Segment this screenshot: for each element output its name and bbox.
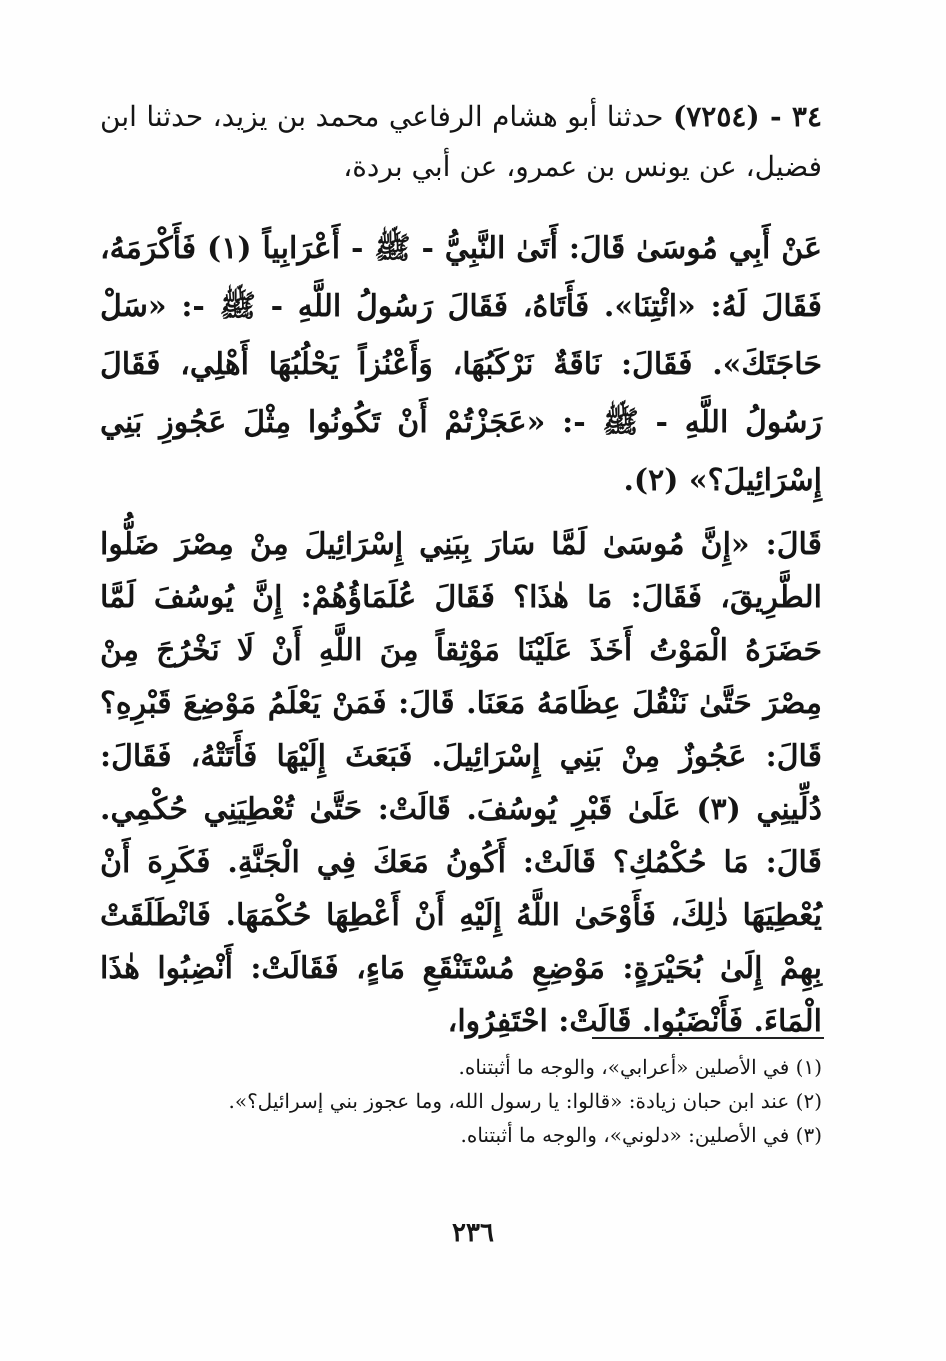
hadith-number: ٣٤ - (٧٢٥٤) (672, 100, 822, 133)
footnote-1: (١) في الأصلين «أعرابي»، والوجه ما أثبتناه. (458, 1055, 822, 1079)
footnote-2: (٢) عند ابن حبان زيادة: «قالوا: يا رسول الله، وما عجوز بني إسرائيل؟». (228, 1089, 822, 1113)
footnote-3: (٣) في الأصلين: «دلوني»، والوجه ما أثبتناه. (460, 1123, 822, 1147)
isnad-text: حدثنا أبو هشام الرفاعي محمد بن يزيد، حدثنا ابن فضيل، عن يونس بن عمرو، عن أبي بردة، (100, 100, 822, 183)
hadith-paragraph-1: عَنْ أَبِي مُوسَىٰ قَالَ: أَتَىٰ النَّبِيُّ - ﷺ - أَعْرَابِياً (١) فَأَكْرَمَهُ، فَقَالَ لَهُ: «ائْتِنَا». فَأَتَاهُ، فَقَالَ رَسُولُ اللَّهِ - ﷺ -: «سَلْ حَاجَتَكَ». فَقَالَ: نَاقَةٌ نَرْكَبُهَا، وَأَعْنُزاً يَحْلُبُهَا أَهْلِي، فَقَالَ رَسُولُ اللَّهِ - ﷺ -: «عَجَزْتُمْ أَنْ تَكُونُوا مِثْلَ عَجُوزِ بَنِي إِسْرَائِيلَ؟» (٢). (100, 231, 822, 498)
isnad-paragraph (100, 92, 822, 192)
page-number: ٢٣٦ (452, 1218, 494, 1248)
footnotes (100, 1050, 822, 1152)
footnote-divider (592, 1037, 824, 1039)
hadith-paragraph-2: قَالَ: «إِنَّ مُوسَىٰ لَمَّا سَارَ بِبَنِي إِسْرَائِيلَ مِنْ مِصْرَ ضَلُّوا الطَّرِيقَ، فَقَالَ: مَا هٰذَا؟ فَقَالَ عُلَمَاؤُهُمْ: إِنَّ يُوسُفَ لَمَّا حَضَرَهُ الْمَوْتُ أَخَذَ عَلَيْنَا مَوْثِقاً مِنَ اللَّهِ أَنْ لَا نَخْرُجَ مِنْ مِصْرَ حَتَّىٰ نَنْقُلَ عِظَامَهُ مَعَنَا. قَالَ: فَمَنْ يَعْلَمُ مَوْضِعَ قَبْرِهِ؟ قَالَ: عَجُوزٌ مِنْ بَنِي إِسْرَائِيلَ. فَبَعَثَ إِلَيْهَا فَأَتَتْهُ، فَقَالَ: دُلِّينِي (٣) عَلَىٰ قَبْرِ يُوسُفَ. قَالَتْ: حَتَّىٰ تُعْطِيَنِي حُكْمِي. قَالَ: مَا حُكْمُكِ؟ قَالَتْ: أَكُونُ مَعَكَ فِي الْجَنَّةِ. فَكَرِهَ أَنْ يُعْطِيَهَا ذٰلِكَ، فَأَوْحَىٰ اللَّهُ إِلَيْهِ أَنْ أَعْطِهَا حُكْمَهَا. فَانْطَلَقَتْ بِهِمْ إِلَىٰ بُحَيْرَةٍ: مَوْضِعِ مُسْتَنْقَعِ مَاءٍ، فَقَالَتْ: أَنْضِبُوا هٰذَا الْمَاءَ. فَأَنْضَبُوا. قَالَتْ: احْتَفِرُوا، (100, 527, 822, 1039)
